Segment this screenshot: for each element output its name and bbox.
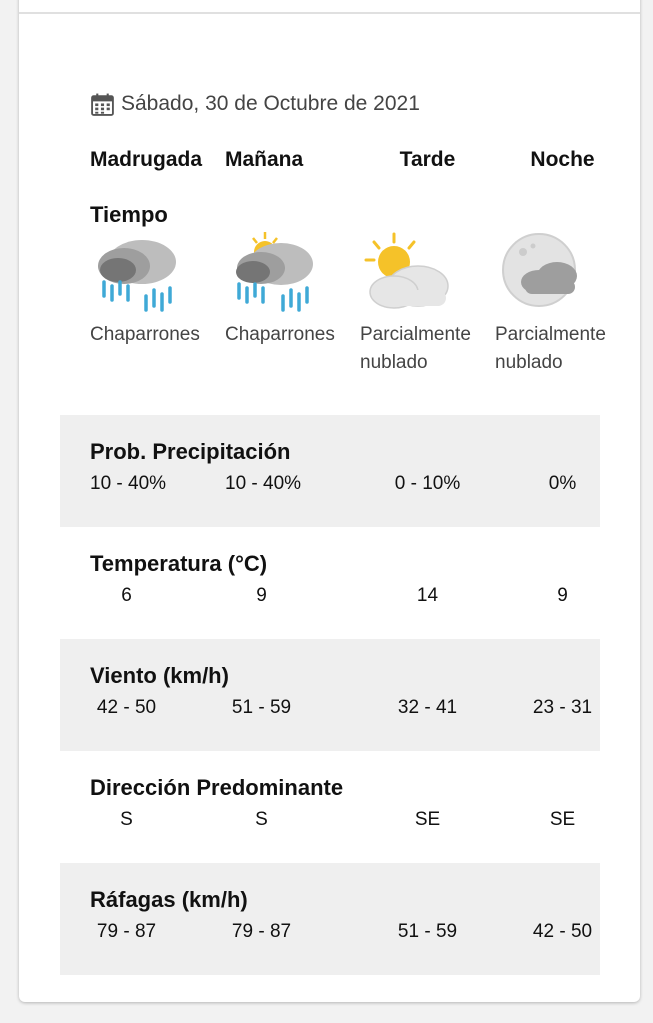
partly-cloudy-day-icon [360,230,456,320]
row-value: 9 [256,585,267,606]
row-value: S [255,809,268,830]
row-value: 14 [416,585,439,606]
row-value: 10 - 40% [225,473,302,494]
weather-desc-2 [360,321,495,377]
weather-icon-2 [360,230,456,320]
weather-icon-0 [90,230,186,320]
row-value: SE [549,809,576,830]
period-noche: Noche [530,148,595,171]
weather-desc-3-line1: Parcialmente [495,324,606,345]
weather-desc-1: Chaparrones [225,324,335,345]
period-tarde: Tarde [399,148,456,171]
forecast-card [19,0,640,1002]
row-value: 6 [121,585,132,606]
row-value: 10 - 40% [90,473,167,494]
rain-showers-cloud-icon [90,230,186,320]
partly-cloudy-night-icon [495,230,591,320]
weather-icon-1 [225,230,321,320]
row-temperature [19,527,640,639]
row-gusts [19,863,640,975]
row-value: 51 - 59 [231,697,292,718]
row-title-wind: Viento (km/h) [90,663,229,688]
row-value: 0 - 10% [394,473,461,494]
row-value: S [120,809,133,830]
row-value: SE [414,809,441,830]
row-title-gusts: Ráfagas (km/h) [90,887,248,912]
rain-showers-sun-cloud-icon [225,230,321,320]
period-madrugada: Madrugada [90,148,203,171]
row-title-direction: Dirección Predominante [90,775,344,800]
row-value: 42 - 50 [96,697,157,718]
top-divider [19,12,640,14]
row-value: 23 - 31 [532,697,593,718]
weather-desc-3 [495,321,630,377]
row-precipitation [19,415,640,527]
row-value: 79 - 87 [231,921,292,942]
row-direction [19,751,640,863]
row-value: 42 - 50 [532,921,593,942]
weather-desc-0: Chaparrones [90,324,200,345]
periods-header [19,148,640,176]
row-wind [19,639,640,751]
date-text: Sábado, 30 de Octubre de 2021 [121,92,420,115]
row-title-temperature: Temperatura (°C) [90,551,268,576]
weather-title: Tiempo [90,202,168,227]
calendar-icon [90,92,115,117]
weather-desc-2-line2: nublado [360,352,428,373]
weather-desc-3-line2: nublado [495,352,563,373]
row-value: 9 [557,585,568,606]
weather-icon-3 [495,230,591,320]
date-row [90,90,420,118]
row-value: 51 - 59 [397,921,458,942]
row-title-precipitation: Prob. Precipitación [90,439,291,464]
row-value: 79 - 87 [96,921,157,942]
weather-desc-2-line1: Parcialmente [360,324,471,345]
row-value: 0% [548,473,577,494]
row-value: 32 - 41 [397,697,458,718]
period-manana: Mañana [225,148,304,171]
